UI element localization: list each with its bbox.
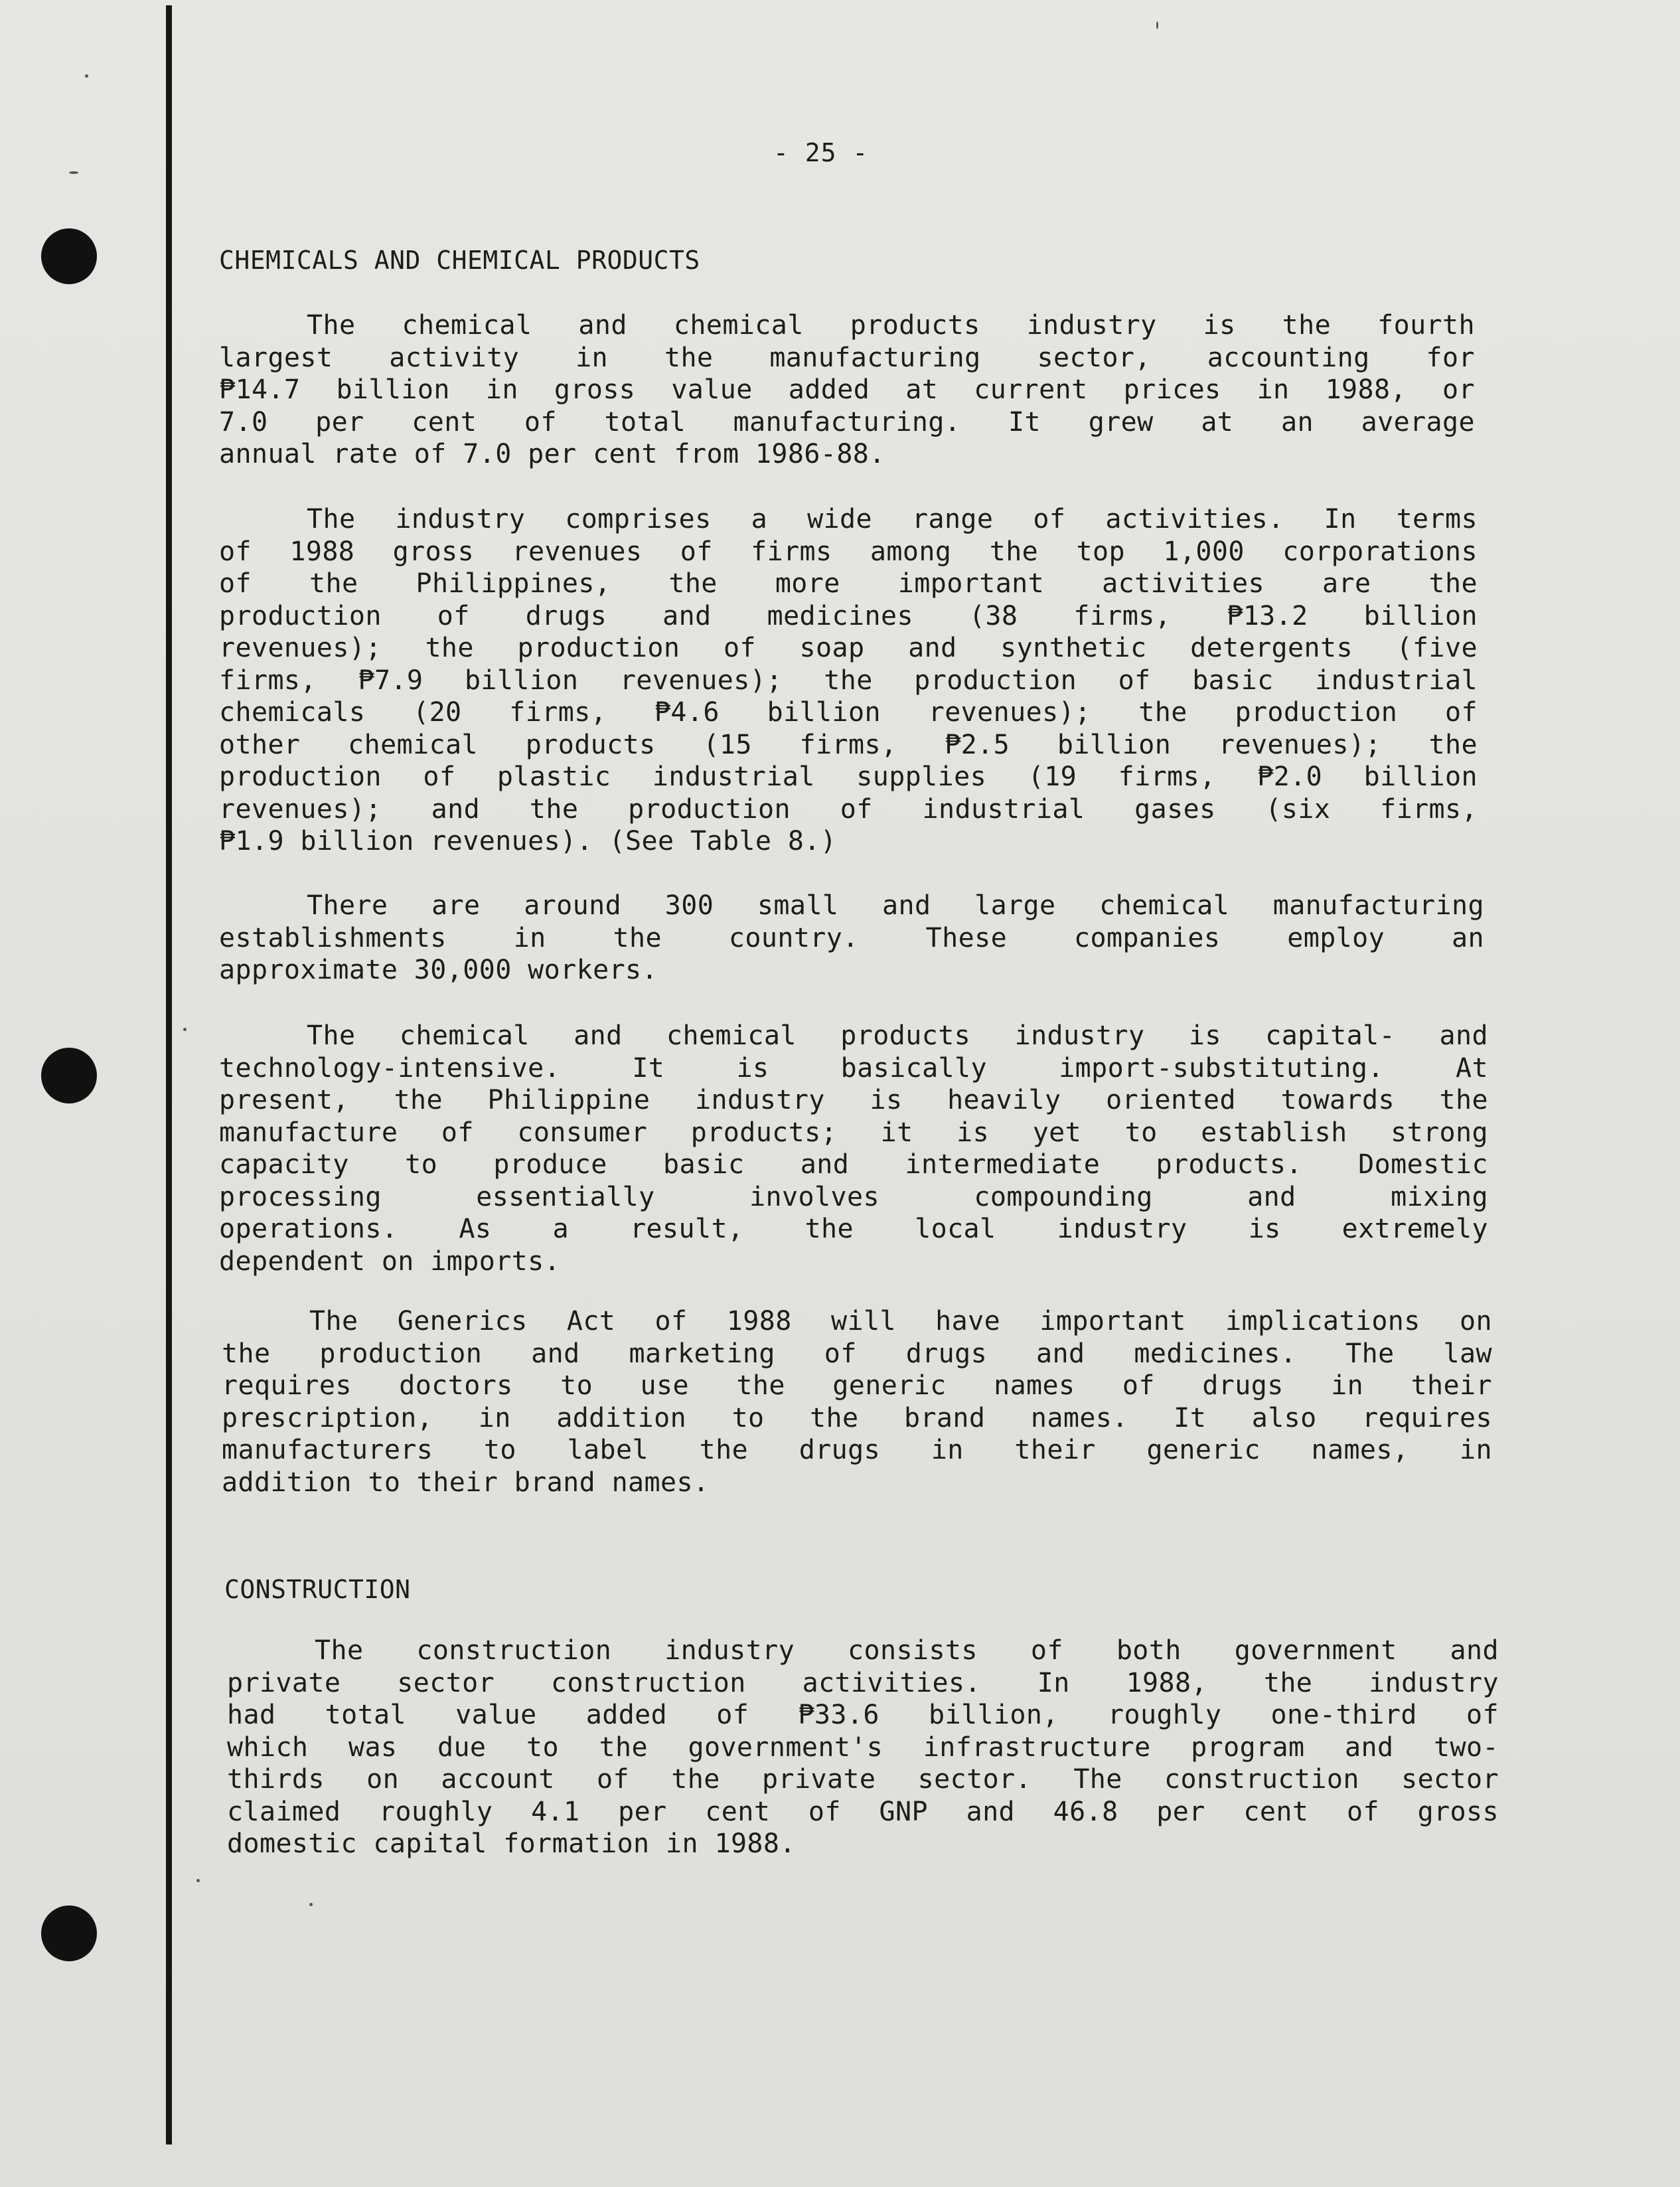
punch-hole-bottom	[41, 1905, 97, 1961]
text-line: other chemical products (15 firms, ₱2.5 billion revenues); the	[219, 729, 1478, 760]
text-line: addition to their brand names.	[222, 1467, 710, 1498]
text-line: domestic capital formation in 1988.	[227, 1828, 796, 1859]
paragraph	[219, 309, 1475, 471]
punch-hole-top	[41, 228, 97, 284]
scan-speck	[196, 1879, 200, 1882]
text-line: chemicals (20 firms, ₱4.6 billion revenues); the production of	[219, 697, 1478, 728]
paragraph	[219, 503, 1478, 858]
text-line: revenues); and the production of industrial gases (six firms,	[219, 793, 1478, 825]
text-line: annual rate of 7.0 per cent from 1986-88.	[219, 439, 885, 469]
text-line: thirds on account of the private sector. The construction sector	[227, 1764, 1499, 1795]
text-line: the production and marketing of drugs and medicines. The law	[222, 1338, 1492, 1369]
punch-hole-middle	[41, 1048, 97, 1103]
text-line: ₱1.9 billion revenues). (See Table 8.)	[219, 826, 837, 856]
scan-speck	[69, 171, 78, 174]
scan-speck	[309, 1903, 313, 1906]
binder-margin-line	[166, 5, 172, 2145]
paragraph	[219, 1020, 1488, 1277]
text-line: processing essentially involves compounding and mixing	[219, 1181, 1488, 1212]
section-heading-construction: CONSTRUCTION	[224, 1575, 411, 1604]
text-line: The Generics Act of 1988 will have important implications on	[309, 1306, 1492, 1336]
text-line: technology-intensive. It is basically import-substituting. At	[219, 1052, 1488, 1084]
page-number: - 25 -	[773, 138, 869, 167]
text-line: 7.0 per cent of total manufacturing. It grew at an average	[219, 406, 1475, 438]
text-line: operations. As a result, the local industry is extremely	[219, 1214, 1488, 1244]
text-line: requires doctors to use the generic names of drugs in their	[222, 1370, 1492, 1401]
scan-speck	[85, 74, 88, 78]
paragraph	[219, 890, 1484, 987]
text-line: claimed roughly 4.1 per cent of GNP and 46.8 per cent of gross	[227, 1796, 1499, 1827]
text-line: production of drugs and medicines (38 firms, ₱13.2 billion	[219, 600, 1478, 631]
text-line: of 1988 gross revenues of firms among the top 1,000 corporations	[219, 536, 1478, 567]
text-line: private sector construction activities. In 1988, the industry	[227, 1667, 1499, 1698]
text-line: which was due to the government's infrastructure program and two-	[227, 1732, 1499, 1763]
text-line: manufacture of consumer products; it is yet to establish strong	[219, 1117, 1488, 1148]
text-line: largest activity in the manufacturing sector, accounting for	[219, 342, 1475, 373]
text-line: establishments in the country. These companies employ an	[219, 922, 1484, 953]
text-line: production of plastic industrial supplies (19 firms, ₱2.0 billion	[219, 762, 1478, 792]
text-line: dependent on imports.	[219, 1246, 561, 1277]
text-line: The industry comprises a wide range of activities. In terms	[307, 504, 1478, 534]
text-line: prescription, in addition to the brand names. It also requires	[222, 1402, 1492, 1433]
text-line: approximate 30,000 workers.	[219, 955, 658, 985]
text-line: The chemical and chemical products industry is the fourth	[307, 310, 1475, 341]
text-line: had total value added of ₱33.6 billion, roughly one-third of	[227, 1700, 1499, 1730]
scan-speck	[183, 1028, 187, 1031]
text-line: firms, ₱7.9 billion revenues); the production of basic industrial	[219, 665, 1478, 696]
text-line: The chemical and chemical products industry is capital- and	[307, 1020, 1488, 1051]
text-line: present, the Philippine industry is heavily oriented towards the	[219, 1085, 1488, 1115]
scan-speck	[1156, 21, 1158, 29]
text-line: The construction industry consists of both government and	[315, 1635, 1499, 1666]
text-line: of the Philippines, the more important activities are the	[219, 568, 1478, 599]
text-line: revenues); the production of soap and synthetic detergents (five	[219, 633, 1478, 663]
section-heading-chemicals: CHEMICALS AND CHEMICAL PRODUCTS	[219, 246, 700, 275]
text-line: There are around 300 small and large chemical manufacturing	[307, 890, 1484, 921]
text-line: capacity to produce basic and intermediate products. Domestic	[219, 1149, 1488, 1180]
paragraph	[222, 1305, 1492, 1498]
text-line: ₱14.7 billion in gross value added at current prices in 1988, or	[219, 374, 1475, 405]
text-line: manufacturers to label the drugs in their generic names, in	[222, 1435, 1492, 1465]
paragraph	[227, 1635, 1499, 1860]
